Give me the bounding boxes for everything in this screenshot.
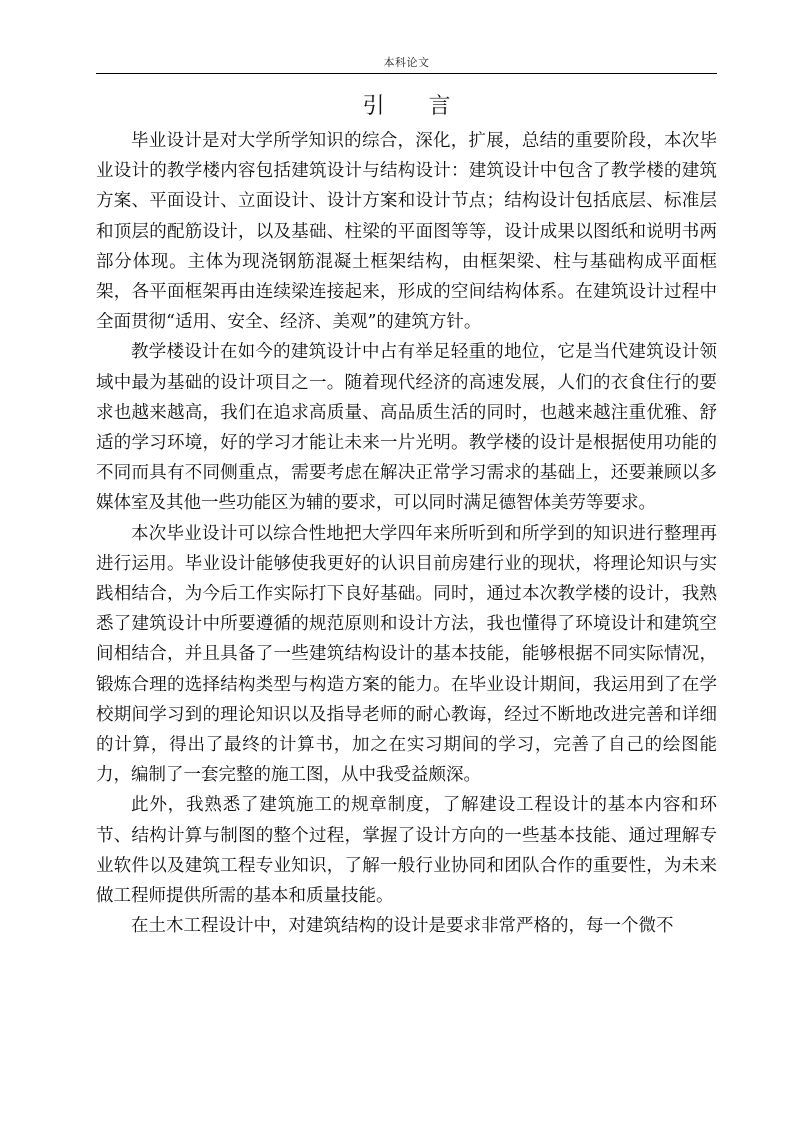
header-rule [96,73,717,74]
paragraph-2: 教学楼设计在如今的建筑设计中占有举足轻重的地位，它是当代建筑设计领域中最为基础的设计项目之一。随着现代经济的高速发展，人们的衣食住行的要求也越来越高，我们在追求高质量、高品质生活的同时，也越来越注重优雅、舒适的学习环境，好的学习才能让未来一片光明。教学楼的设计是根据使用功能的不同而具有不同侧重点，需要考虑在解决正常学习需求的基础上，还要兼顾以多媒体室及其他一些功能区为辅的要求，可以同时满足德智体美劳等要求。 [96,342,717,514]
paragraph-3: 本次毕业设计可以综合性地把大学四年来所听到和所学到的知识进行整理再进行运用。毕业设计能够使我更好的认识目前房建行业的现状，将理论知识与实践相结合，为今后工作实际打下良好基础。同时，通过本次教学楼的设计，我熟悉了建筑设计中所要遵循的规范原则和设计方法，我也懂得了环境设计和建筑空间相结合，并且具备了一些建筑结构设计的基本技能，能够根据不同实际情况，锻炼合理的选择结构类型与构造方案的能力。在毕业设计期间，我运用到了在学校期间学习到的理论知识以及指导老师的耐心教诲，经过不断地改进完善和详细的计算，得出了最终的计算书，加之在实习期间的学习，完善了自己的绘图能力，编制了一套完整的施工图，从中我受益颇深。 [96,523,717,786]
paragraph-1: 毕业设计是对大学所学知识的综合，深化，扩展，总结的重要阶段，本次毕业设计的教学楼内容包括建筑设计与结构设计：建筑设计中包含了教学楼的建筑方案、平面设计、立面设计、设计方案和设计节点；结构设计包括底层、标准层和顶层的配筋设计，以及基础、柱梁的平面图等等，设计成果以图纸和说明书两部分体现。主体为现浇钢筋混凝土框架结构，由框架梁、柱与基础构成平面框架，各平面框架再由连续梁连接起来，形成的空间结构体系。在建筑设计过程中全面贯彻“适用、安全、经济、美观”的建筑方针。 [96,131,717,333]
running-header: 本科论文 [383,56,430,69]
body-text [96,126,717,941]
paragraph-5: 在土木工程设计中，对建筑结构的设计是要求非常严格的，每一个微不 [131,916,674,937]
section-title: 引 言 [362,94,451,119]
paragraph-4: 此外，我熟悉了建筑施工的规章制度，了解建设工程设计的基本内容和环节、结构计算与制图的整个过程，掌握了设计方向的一些基本技能、通过理解专业软件以及建筑工程专业知识，了解一般行业协同和团队合作的重要性，为未来做工程师提供所需的基本和质量技能。 [96,795,717,907]
